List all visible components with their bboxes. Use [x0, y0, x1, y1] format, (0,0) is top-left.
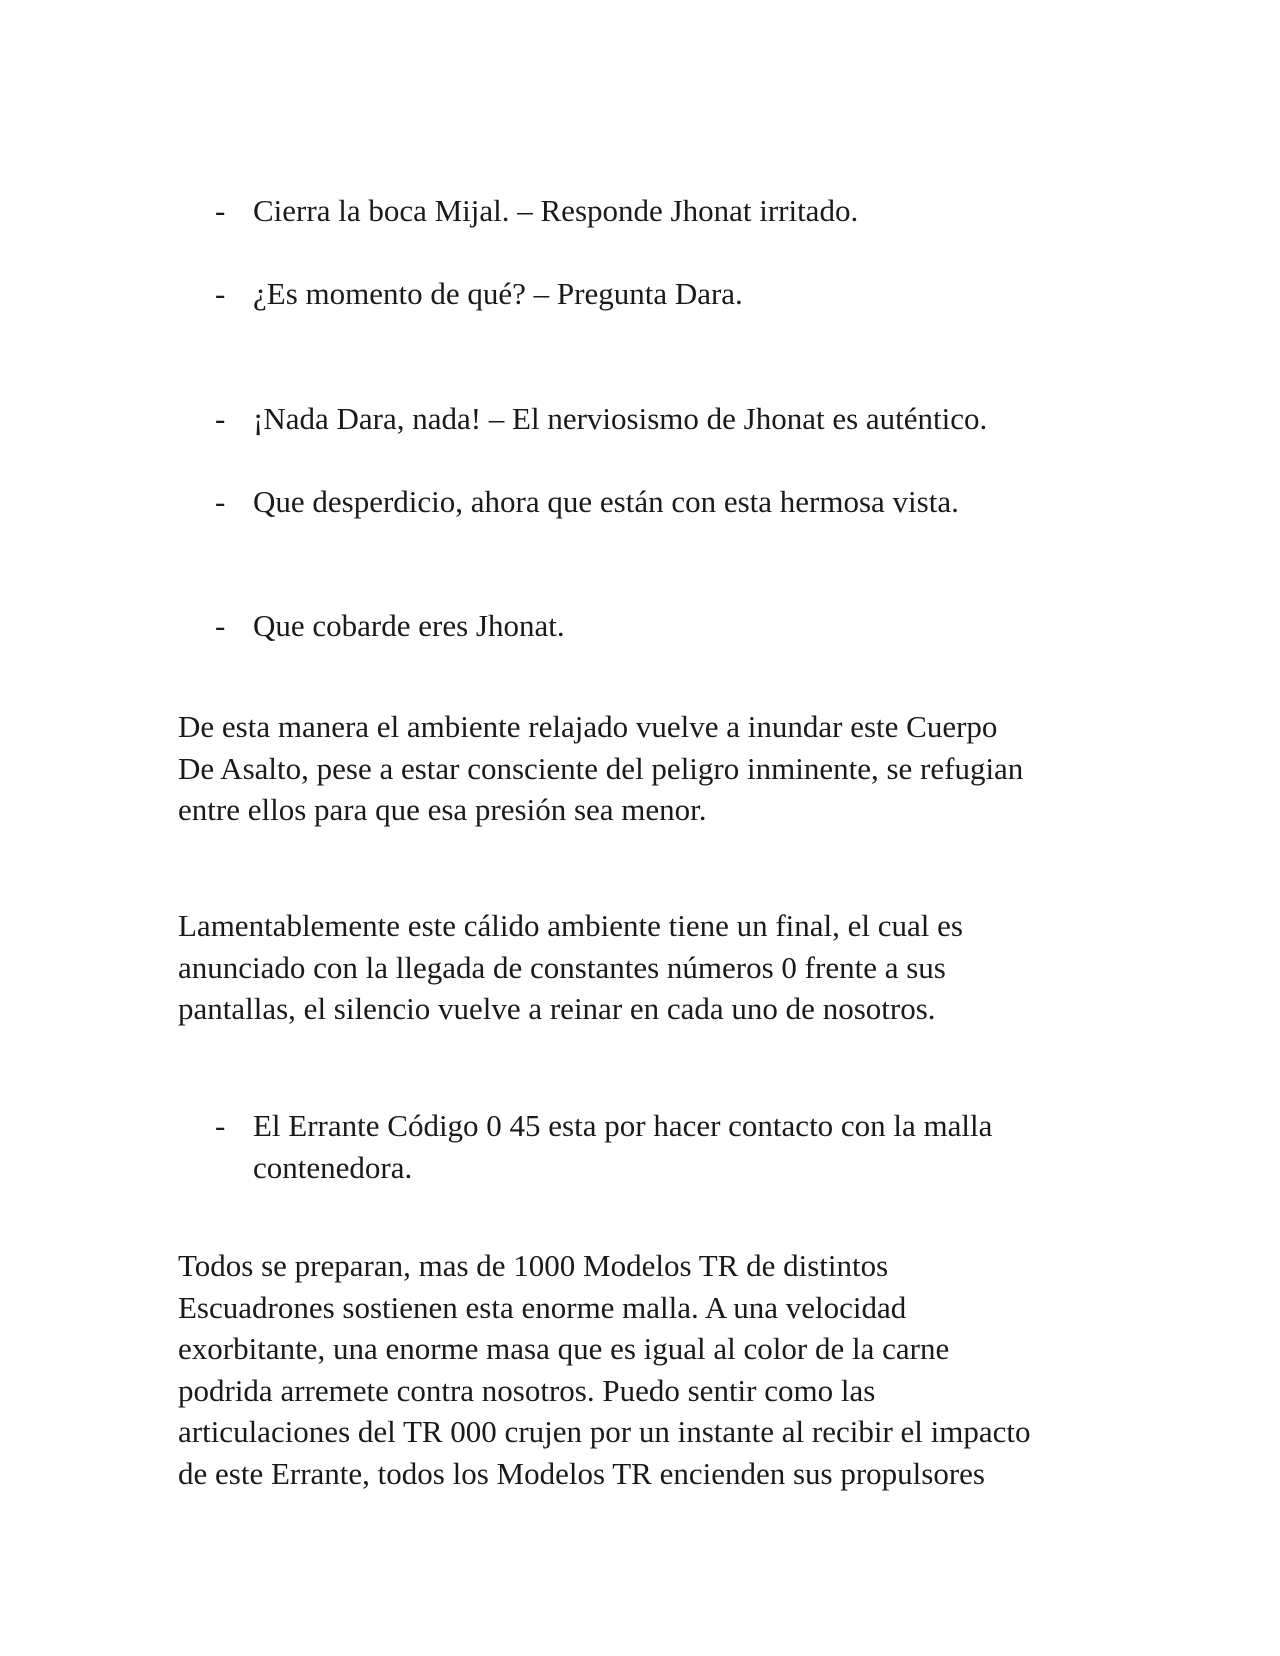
paragraph-line: Lamentablemente este cálido ambiente tiene un final, el cual es: [178, 908, 963, 943]
paragraph-line: podrida arremete contra nosotros. Puedo sentir como las: [178, 1372, 876, 1408]
paragraph-line: Escuadrones sostienen esta enorme malla. A una velocidad: [178, 1289, 907, 1325]
paragraph-line: De esta manera el ambiente relajado vuelve a inundar este Cuerpo: [178, 709, 998, 744]
dialogue-dash: -: [215, 608, 226, 643]
narrative-paragraph-3: [178, 1245, 1108, 1494]
paragraph-line: exorbitante, una enorme masa que es igual al color de la carne: [178, 1331, 950, 1366]
narrative-paragraph-2: [178, 905, 1108, 1030]
dialogue-text: Que cobarde eres Jhonat.: [253, 608, 565, 643]
paragraph-line: entre ellos para que esa presión sea menor.: [178, 792, 707, 827]
dialogue-line-6: [215, 1105, 1115, 1195]
paragraph-line: de este Errante, todos los Modelos TR encienden sus propulsores: [178, 1455, 985, 1491]
dialogue-text: [253, 1105, 1113, 1189]
dialogue-text: ¿Es momento de qué? – Pregunta Dara.: [253, 276, 743, 311]
dialogue-dash: -: [215, 484, 226, 519]
dialogue-text-line: El Errante Código 0 45 esta por hacer contacto con la malla: [253, 1108, 993, 1143]
dialogue-dash: -: [215, 401, 226, 436]
paragraph-line: pantallas, el silencio vuelve a reinar en cada uno de nosotros.: [178, 991, 936, 1026]
dialogue-text: Que desperdicio, ahora que están con esta hermosa vista.: [253, 484, 959, 519]
dialogue-text-line: contenedora.: [253, 1150, 413, 1185]
dialogue-dash: -: [215, 193, 226, 228]
narrative-paragraph-1: [178, 706, 1108, 831]
paragraph-line: De Asalto, pese a estar consciente del peligro inminente, se refugian: [178, 750, 1024, 786]
paragraph-line: anunciado con la llegada de constantes números 0 frente a sus: [178, 949, 946, 985]
dialogue-dash: -: [215, 1108, 226, 1143]
dialogue-text: Cierra la boca Mijal. – Responde Jhonat irritado.: [253, 193, 859, 228]
paragraph-line: Todos se preparan, mas de 1000 Modelos TR de distintos: [178, 1248, 889, 1283]
dialogue-text: ¡Nada Dara, nada! – El nerviosismo de Jhonat es auténtico.: [253, 401, 988, 436]
dialogue-dash: -: [215, 276, 226, 311]
paragraph-line: articulaciones del TR 000 crujen por un instante al recibir el impacto: [178, 1414, 1031, 1449]
